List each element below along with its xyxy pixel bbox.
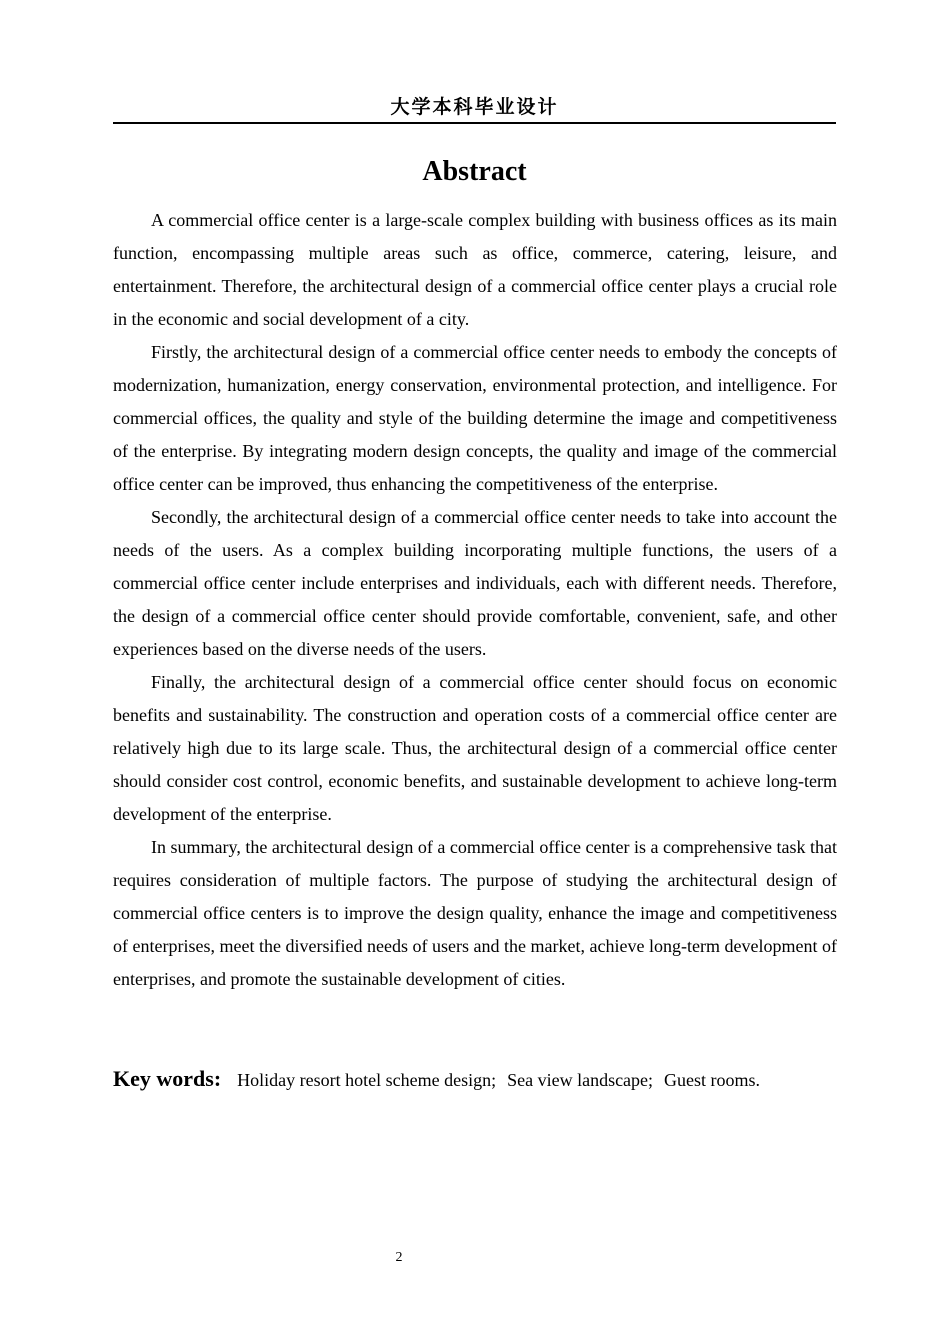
header-title: 大学本科毕业设计 (390, 96, 559, 118)
keyword-item: Holiday resort hotel scheme design; (237, 1070, 497, 1090)
abstract-title: Abstract (422, 156, 527, 187)
keyword-item: Sea view landscape; (507, 1070, 654, 1090)
keywords (113, 1066, 837, 1092)
keywords-label: Key words: (113, 1066, 222, 1091)
abstract-body (113, 204, 837, 996)
page-number: 2 (395, 1250, 403, 1265)
abstract-paragraph: A commercial office center is a large-scale complex building with business offices as its main function, encompassing multiple areas such as office, commerce, catering, leisure, and entertainment. Therefore, the architectural design of a commercial office center plays a crucial role in the economic and social development of a city. (113, 210, 837, 329)
page-header (113, 94, 836, 124)
keyword-item: Guest rooms. (664, 1070, 761, 1090)
abstract-paragraph: Finally, the architectural design of a commercial office center should focus on economic benefits and sustainability. The construction and operation costs of a commercial office center are relatively high due to its large scale. Thus, the architectural design of a commercial office center should consider cost control, economic benefits, and sustainable development to achieve long-term development of the enterprise. (113, 672, 837, 824)
abstract-paragraph: Secondly, the architectural design of a commercial office center needs to take into account the needs of the users. As a complex building incorporating multiple functions, the users of a commercial office center include enterprises and individuals, each with different needs. Therefore, the design of a commercial office center should provide comfortable, convenient, safe, and other experiences based on the diverse needs of the users. (113, 507, 837, 659)
abstract-paragraph: Firstly, the architectural design of a commercial office center needs to embody the concepts of modernization, humanization, energy conservation, environmental protection, and intelligence. For commercial offices, the quality and style of the building determine the image and competitiveness of the enterprise. By integrating modern design concepts, the quality and image of the commercial office center can be improved, thus enhancing the competitiveness of the enterprise. (113, 342, 837, 494)
abstract-paragraph: In summary, the architectural design of a commercial office center is a comprehensive task that requires consideration of multiple factors. The purpose of studying the architectural design of commercial office centers is to improve the design quality, enhance the image and competitiveness of enterprises, meet the diversified needs of users and the market, achieve long-term development of enterprises, and promote the sustainable development of cities. (113, 837, 837, 989)
